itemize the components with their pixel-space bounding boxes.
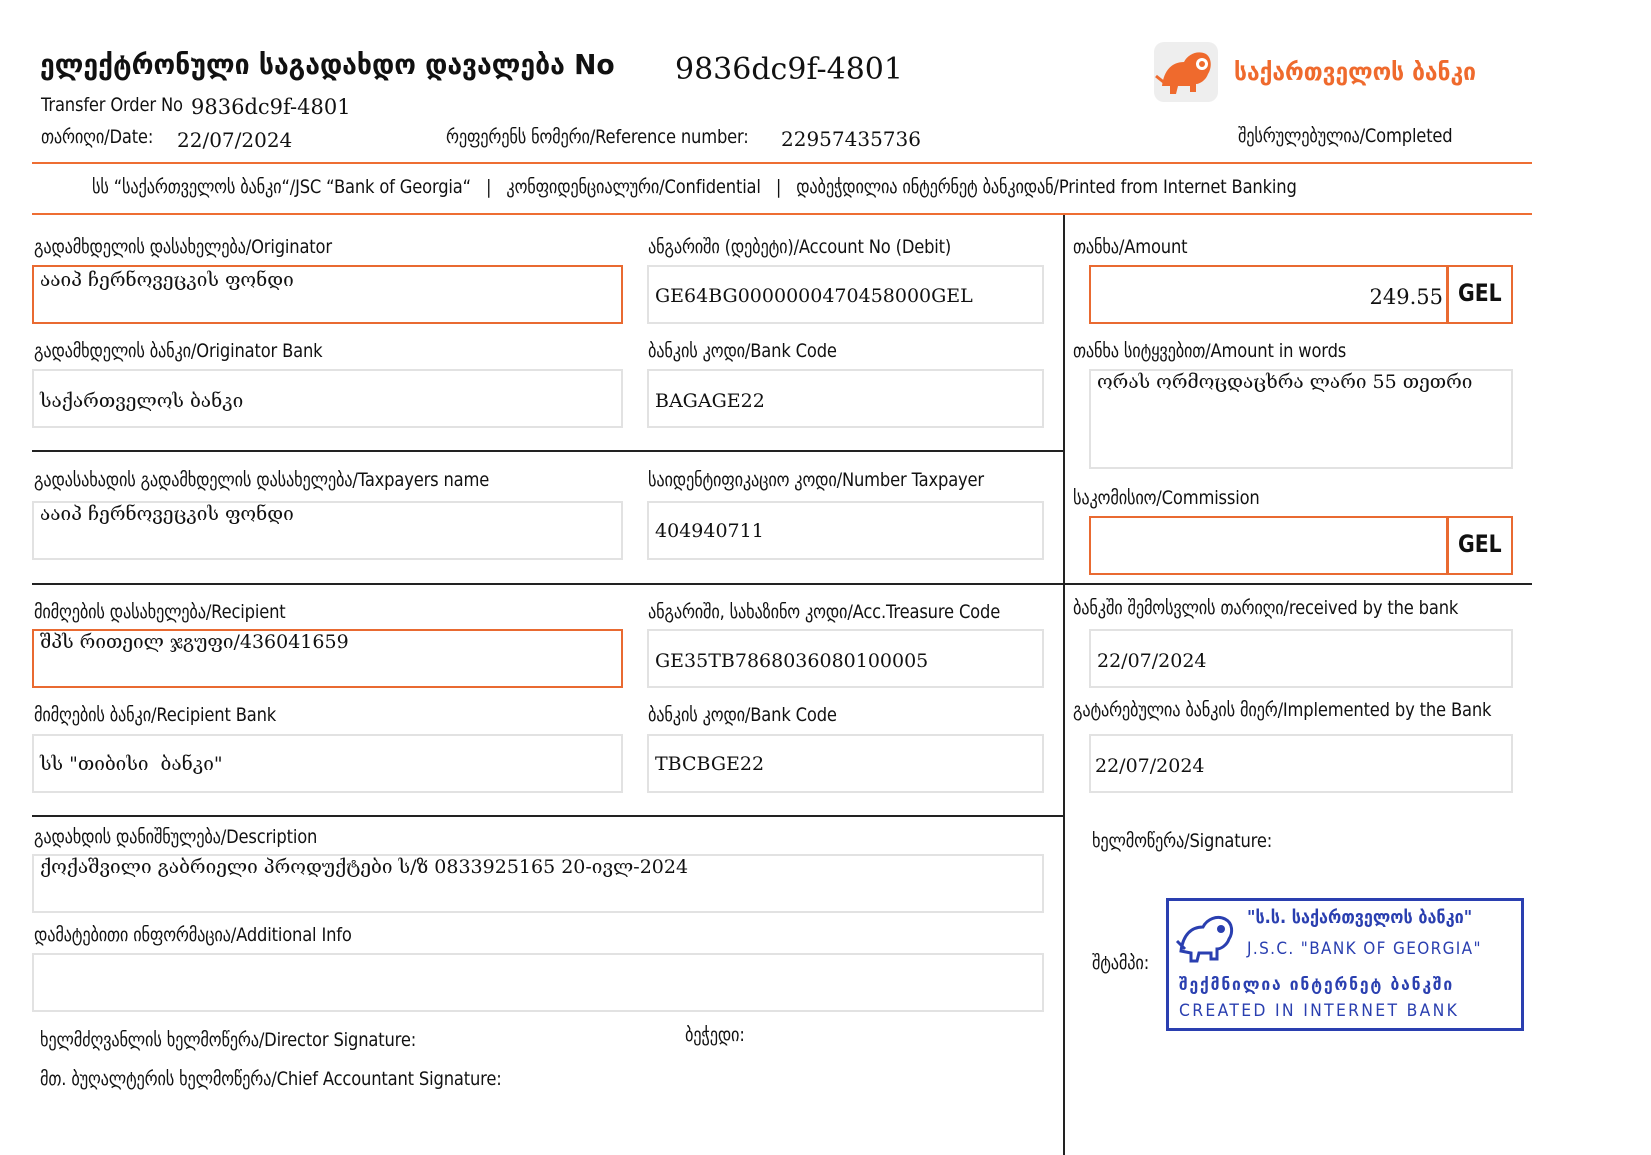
recipient-bank-value: სს "თიბისი ბანკი" (40, 753, 223, 775)
seal-label: ბეჭედი: (685, 1024, 745, 1046)
received-date-label: ბანკში შემოსვლის თარიღი/received by the bank (1073, 597, 1459, 619)
originator-field (32, 265, 623, 324)
section-divider-1 (32, 450, 1063, 452)
implemented-date-field (1089, 734, 1513, 793)
bank-stamp (1166, 898, 1524, 1031)
amount-field (1089, 265, 1513, 324)
order-number: 9836dc9f-4801 (675, 52, 903, 87)
amount-value: 249.55 (1369, 285, 1443, 309)
taxpayer-name-label: გადასახადის გადამხდელის დასახელება/Taxpayers name (34, 469, 490, 491)
commission-currency-divider (1446, 518, 1449, 573)
taxpayer-id-label: საიდენტიფიკაციო კოდი/Number Taxpayer (648, 469, 984, 491)
amount-label: თანხა/Amount (1073, 236, 1188, 258)
originator-bank-code-field (647, 369, 1044, 428)
lion-stamp-icon (1175, 907, 1241, 965)
stamp-line-1: "ს.ს. საქართველოს ბანკი" (1247, 907, 1473, 928)
date-value: 22/07/2024 (177, 128, 293, 152)
banner-bottom-line (32, 213, 1532, 215)
reference-label: რეფერენს ნომერი/Reference number: (446, 126, 749, 148)
originator-bank-field (32, 369, 623, 428)
signature-label: ხელმოწერა/Signature: (1092, 830, 1273, 852)
implemented-date-label: გატარებულია ბანკის მიერ/Implemented by the Bank (1073, 699, 1492, 721)
amount-words-field (1089, 369, 1513, 469)
recipient-field (32, 629, 623, 688)
received-date-value: 22/07/2024 (1097, 650, 1207, 672)
recipient-bank-field (32, 734, 623, 793)
taxpayer-id-value: 404940711 (655, 520, 764, 542)
received-date-field (1089, 629, 1513, 688)
bank-name: საქართველოს ბანკი (1234, 58, 1477, 86)
description-field (32, 854, 1044, 913)
bank-logo (1152, 40, 1532, 106)
account-debit-label: ანგარიში (დებეტი)/Account No (Debit) (648, 236, 952, 258)
originator-bank-label: გადამხდელის ბანკი/Originator Bank (34, 340, 323, 362)
section-divider-3 (32, 815, 1063, 817)
stamp-label: შტამპი: (1092, 952, 1150, 974)
director-signature-label: ხელმძღვანლის ხელმოწერა/Director Signature: (40, 1029, 417, 1051)
additional-info-label: დამატებითი ინფორმაცია/Additional Info (34, 924, 352, 946)
stamp-line-4: CREATED IN INTERNET BANK (1179, 1001, 1460, 1021)
reference-value: 22957435736 (781, 127, 921, 151)
transfer-order-label: Transfer Order No (41, 94, 183, 116)
account-debit-value: GE64BG0000000470458000GEL (655, 285, 973, 307)
taxpayer-name-field (32, 501, 623, 560)
commission-field (1089, 516, 1513, 575)
amount-words-label: თანხა სიტყვებით/Amount in words (1073, 340, 1347, 362)
stamp-line-2: J.S.C. "BANK OF GEORGIA" (1247, 939, 1482, 959)
amount-currency-divider (1446, 267, 1449, 322)
title-ka: ელექტრონული საგადახდო დავალება No (40, 48, 615, 81)
commission-label: საკომისიო/Commission (1073, 487, 1260, 509)
stamp-line-3: შექმნილია ინტერნეტ ბანკში (1179, 975, 1455, 995)
lion-logo-icon (1152, 40, 1220, 104)
recipient-bank-code-value: TBCBGE22 (655, 753, 765, 775)
implemented-date-value: 22/07/2024 (1095, 755, 1205, 777)
date-label: თარიღი/Date: (41, 126, 154, 148)
recipient-bank-code-field (647, 734, 1044, 793)
additional-info-field (32, 953, 1044, 1012)
taxpayer-name-value: ააიპ ჩერნოვეცკის ფონდი (40, 503, 294, 525)
section-divider-2 (32, 583, 1532, 585)
originator-label: გადამხდელის დასახელება/Originator (34, 236, 332, 258)
accountant-signature-label: მთ. ბუღალტერის ხელმოწერა/Chief Accountant Signature: (40, 1068, 502, 1090)
status-label: შესრულებულია/Completed (1238, 125, 1453, 147)
recipient-bank-label: მიმღების ბანკი/Recipient Bank (34, 704, 277, 726)
transfer-order-number: 9836dc9f-4801 (191, 95, 351, 119)
recipient-label: მიმღების დასახელება/Recipient (34, 601, 286, 623)
banner-top-line (32, 162, 1532, 164)
taxpayer-id-field (647, 501, 1044, 560)
description-value: ქოქაშვილი გაბრიელი პროდუქტები ს/ზ 0833925165 20-ივლ-2024 (40, 856, 689, 878)
amount-currency: GEL (1458, 279, 1502, 307)
commission-currency: GEL (1458, 530, 1502, 558)
originator-value: ააიპ ჩერნოვეცკის ფონდი (40, 269, 294, 291)
account-debit-field (647, 265, 1044, 324)
recipient-value: შპს რითეილ ჯგუფი/436041659 (40, 631, 349, 653)
originator-bank-code-label: ბანკის კოდი/Bank Code (648, 340, 837, 362)
recipient-bank-code-label: ბანკის კოდი/Bank Code (648, 704, 837, 726)
description-label: გადახდის დანიშნულება/Description (34, 826, 318, 848)
banner-text: სს “საქართველოს ბანკი“/JSC “Bank of Georgia“ | კონფიდენციალური/Confidential | დაბეჭდილია ინტერნეტ ბანკიდან/Printed from Internet Banking (92, 176, 1297, 198)
recipient-account-label: ანგარიში, სახაზინო კოდი/Acc.Treasure Code (648, 601, 1001, 623)
recipient-account-field (647, 629, 1044, 688)
originator-bank-value: საქართველოს ბანკი (40, 390, 244, 412)
recipient-account-value: GE35TB7868036080100005 (655, 650, 929, 672)
page-title (40, 48, 645, 81)
column-divider (1063, 215, 1065, 1155)
originator-bank-code-value: BAGAGE22 (655, 390, 765, 412)
amount-words-value: ორას ორმოცდაცხრა ლარი 55 თეთრი (1097, 371, 1473, 393)
